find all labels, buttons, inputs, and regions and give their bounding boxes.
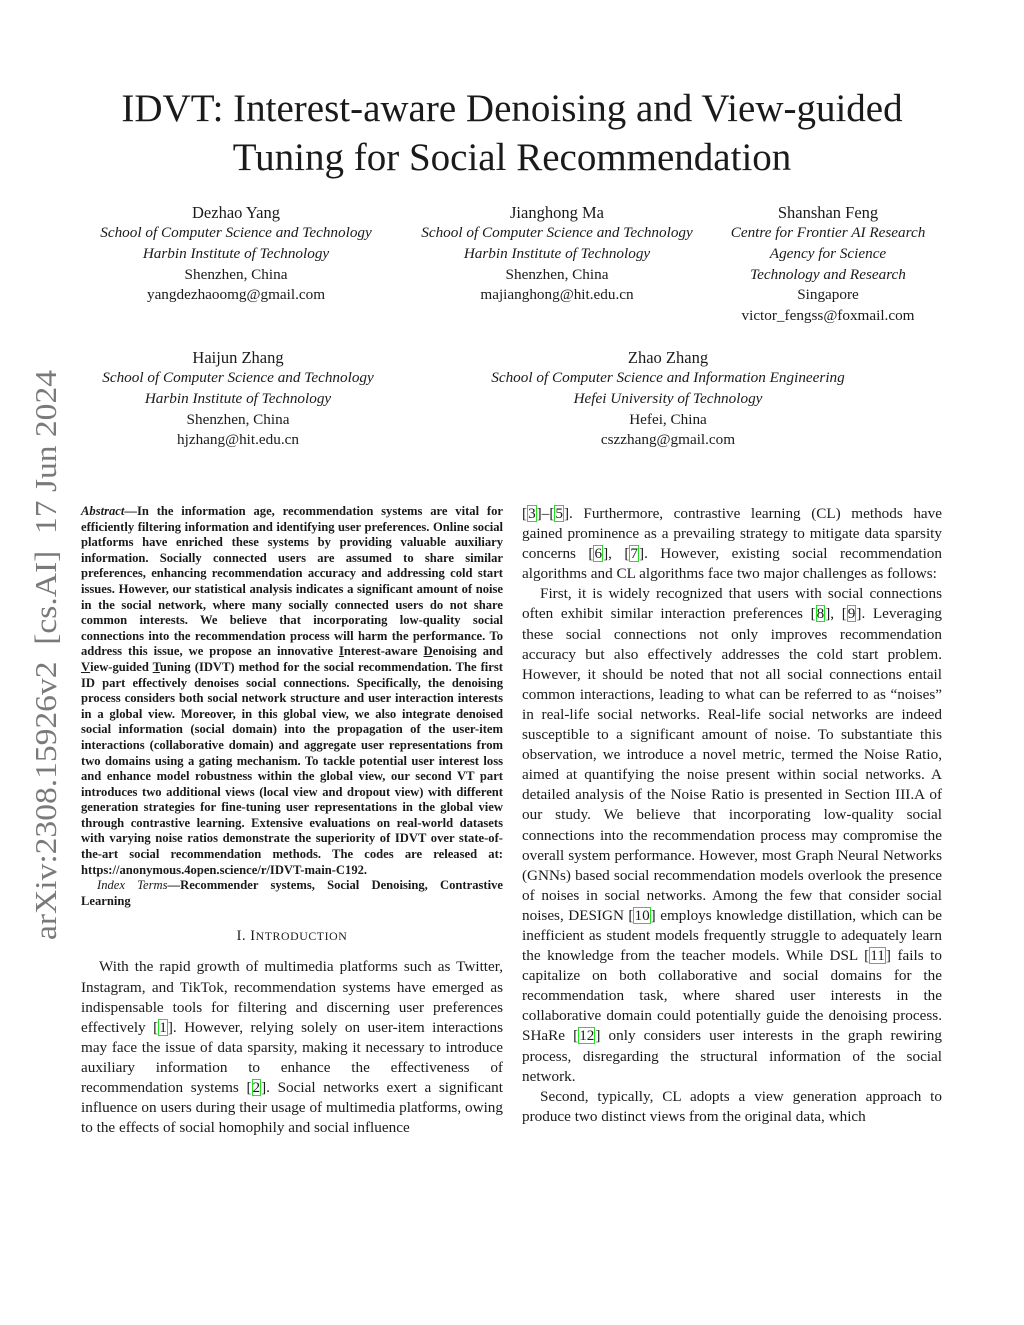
author-name: Shanshan Feng	[777, 203, 879, 222]
paragraph-text: With the rapid growth of multimedia platforms such as Twitter, Instagram, and TikTok, recommendation systems have emerged as indispensable tools for filtering and discerning user preferences effectively	[81, 958, 503, 1036]
paragraph-text: fails to capitalize on both collaborative and social domains for the recommendation task, where shared user interests in the collaborative domain could potentially guide the denoising process. SHaRe	[522, 947, 942, 1045]
author-email: majianghong@hit.edu.cn	[480, 286, 634, 304]
title-line-1: IDVT: Interest-aware Denoising and View-guided	[121, 87, 903, 130]
citation-link[interactable]: 1	[159, 1018, 167, 1036]
acronym-letter: I	[338, 644, 344, 659]
citation-link[interactable]: 2	[252, 1079, 261, 1096]
index-terms-dash: —	[167, 878, 181, 893]
author-institution: Hefei University of Technology	[573, 389, 763, 407]
paragraph-text: only considers user interests in the graph rewiring process, disregarding the structural information of the social network.	[522, 1027, 942, 1085]
author-affiliation: School of Computer Science and Technology	[100, 224, 372, 241]
author-location: Singapore	[797, 286, 859, 304]
author-institution-2: Technology and Research	[750, 265, 906, 283]
author-name: Haijun Zhang	[192, 348, 284, 367]
citation-separator: ,	[608, 545, 625, 563]
abstract-text-1: In the information age, recommendation systems are vital for efficiently filtering information and identifying user preferences. Online social platforms have enriched these systems by providing valuable auxiliary information. Socially connected users are assumed to share similar preferences, enhancing recommendation accuracy and addressing cold start issues. However, our statistical analysis indicates a significant amount of noise in the social network, where many socially connected users do not share common interests. We believe that incorporating low-quality social connections into the recommendation process will harm the performance. To address this issue, we propose an innovative	[81, 504, 503, 659]
acronym-letter: D	[423, 644, 433, 659]
paragraph-text: . Leveraging these social connections not only improves recommendation accuracy but also effectively addresses the cold start problem. However, it should be noted that not all social connections entail common interactions, leading to what can be referred to as “noises” in real-life social networks. Real-life social networks are indeed susceptible to a significant amount of noise. To substantiate this observation, we introduce a novel metric, termed the Noise Ratio, aimed at quantifying the noise present within social networks. A detailed analysis of the Noise Ratio is presented in Section III.A of our study. We believe that incorporating low-quality social connections into the recommendation process may compromise the overall system performance. However, most Graph Neural Networks (GNNs) based social recommendation models overlook the presence of noises in social networks. Among the few that consider social noises, DESIGN	[522, 605, 943, 924]
acronym-word: iew-guided	[90, 659, 153, 674]
section-heading	[81, 928, 503, 945]
citation-link[interactable]: 6	[594, 545, 603, 563]
abstract	[81, 504, 503, 878]
right-column	[522, 504, 942, 1127]
author-block	[458, 348, 878, 451]
acronym-letter: V	[81, 659, 91, 674]
author-email: hjzhang@hit.edu.cn	[177, 431, 299, 449]
citation-link[interactable]: 9	[847, 605, 856, 623]
author-block	[81, 348, 395, 451]
abstract-label: Abstract	[81, 504, 125, 518]
citation-link[interactable]: 8	[816, 605, 825, 623]
author-affiliation: Centre for Frontier AI Research	[730, 224, 926, 241]
citation-separator: ,	[830, 605, 842, 623]
author-name: Zhao Zhang	[627, 348, 709, 367]
citation-link[interactable]: 7	[630, 545, 639, 563]
citation-link[interactable]: 3	[528, 505, 536, 522]
author-name: Jianghong Ma	[510, 203, 604, 222]
author-institution: Harbin Institute of Technology	[144, 389, 332, 407]
author-location: Hefei, China	[629, 410, 707, 428]
acronym-word: uning	[159, 659, 191, 674]
arxiv-id-text: arXiv:2308.15926v2 [cs.AI] 17 Jun 2024	[28, 413, 63, 940]
citation-link[interactable]: 10	[634, 906, 650, 924]
intro-paragraph-3: Second, typically, CL adopts a view generation approach to produce two distinct views from the original data, which	[522, 1087, 942, 1125]
author-email: victor_fengss@foxmail.com	[741, 307, 915, 325]
author-email: yangdezhaoomg@gmail.com	[146, 286, 326, 304]
author-affiliation: School of Computer Science and Technology	[421, 224, 693, 241]
index-terms	[81, 878, 503, 909]
author-location: Shenzhen, China	[505, 265, 609, 283]
author-block	[81, 203, 391, 306]
author-block	[402, 203, 712, 306]
paragraph-text: . Social networks exert a significant influence on users during their usage of multimedia platforms, owing to the effects of social homophily and social influence	[81, 1079, 503, 1137]
author-block	[716, 203, 940, 327]
section-title-rest: NTRODUCTION	[255, 929, 348, 944]
author-name: Dezhao Yang	[192, 203, 280, 222]
index-terms-text: Recommender systems, Social Denoising, Contrastive Learning	[81, 878, 503, 908]
author-institution: Harbin Institute of Technology	[142, 244, 330, 262]
author-institution: Harbin Institute of Technology	[463, 244, 651, 262]
acronym-word: enoising and	[432, 644, 503, 659]
author-location: Shenzhen, China	[186, 410, 290, 428]
author-affiliation: School of Computer Science and Technology	[102, 369, 374, 386]
citation-range-dash: –	[541, 505, 550, 522]
citation-link[interactable]: 5	[555, 505, 563, 522]
author-email: cszzhang@gmail.com	[600, 431, 736, 449]
author-affiliation: School of Computer Science and Information Engineering	[491, 369, 845, 386]
paragraph-text: . However, existing social recommendation algorithms and CL algorithms face two major challenges as follows:	[522, 545, 942, 583]
citation-link[interactable]: 12	[579, 1027, 595, 1045]
title-line-2: Tuning for Social Recommendation	[232, 136, 792, 179]
abstract-text-2: (IDVT) method for the social recommendation. The first ID part effectively denoises social connections. Specifically, the denoising process considers both social network structure and user interaction interests in a global view. Moreover, in this global view, we also integrate denoised social information (social domain) into the propagation of the user-item interactions (collaborative domain) and aggregate user representations from two domains using a gating mechanism. To tackle potential user interest loss and enhance model robustness within the global view, our second VT part introduces two additional views (local view and dropout view) with different generation strategies for fine-tuning user representations in the global view through contrastive learning. Extensive evaluations on real-world datasets with varying noise ratios demonstrate the superiority of IDVT over state-of-the-art social recommendation methods. The codes are released at: https://anonymous.4open.science/r/IDVT-main-C192.	[81, 659, 503, 877]
paragraph-text: employs knowledge distillation, which can be inefficient as student models frequently struggle to adequately learn the knowledge from the teacher models. While DSL	[522, 906, 943, 965]
acronym-word: nterest-aware	[343, 644, 424, 659]
paragraph-text: . However, relying solely on user-item interactions may face the issue of data sparsity, making it necessary to introduce auxiliary information to enhance the effectiveness of recommendation systems	[81, 1018, 503, 1096]
intro-paragraph-2: First, it is widely recognized that users with social connections often exhibit similar interaction preferences [8], [9]. Leveraging these social connections not only improves recommendation accuracy but also effectively addresses the cold start problem. However, it should be noted that not all social connections entail common interactions, leading to what can be referred to as “noises” in real-life social networks. Real-life social networks are indeed susceptible to a significant amount of noise. To substantiate this observation, we introduce a novel metric, termed the Noise Ratio, aimed at quantifying the noise present within social networks. A detailed analysis of the Noise Ratio is presented in Section III.A of our study. We believe that incorporating low-quality social connections into the recommendation process may compromise the overall system performance. However, most Graph Neural Networks (GNNs) based social recommendation models overlook the presence of noises in social networks. Among the few that consider social noises, DESIGN [10] employs knowledge distillation, which can be inefficient as student models frequently struggle to adequately learn the knowledge from the teacher models. While DSL [11] fails to capitalize on both collaborative and social domains for the recommendation task, where shared user interests in the collaborative domain could potentially guide the denoising process. SHaRe [12] only considers user interests in the graph rewiring process, disregarding the structural information of the social network.	[522, 585, 943, 1085]
author-institution: Agency for Science	[769, 244, 887, 262]
paragraph-text: . Furthermore, contrastive learning (CL) methods have gained prominence as a prevailing strategy to mitigate data sparsity concerns	[522, 505, 942, 563]
intro-paragraph-1: With the rapid growth of multimedia platforms such as Twitter, Instagram, and TikTok, recommendation systems have emerged as indispensable tools for filtering and discerning user preferences effectively [1]. However, relying solely on user-item interactions may face the issue of data sparsity, making it necessary to introduce auxiliary information to enhance the effectiveness of recommendation systems [2]. Social networks exert a significant influence on users during their usage of multimedia platforms, owing to the effects of social homophily and social influence	[81, 958, 503, 1137]
arxiv-identifier	[22, 370, 64, 940]
paper-title	[0, 84, 1024, 182]
section-number: I.	[236, 928, 251, 945]
citation-link[interactable]: 11	[870, 947, 885, 965]
left-column	[81, 504, 503, 1138]
paragraph-text: First, it is widely recognized that users with social connections often exhibit similar interaction preferences	[522, 585, 942, 623]
index-terms-label: Index Terms	[97, 878, 168, 893]
acronym-letter: T	[152, 659, 160, 674]
author-location: Shenzhen, China	[184, 265, 288, 283]
section-initial: I	[250, 928, 256, 945]
intro-paragraph-1-continued: [3]–[5]. Furthermore, contrastive learning (CL) methods have gained prominence as a prevailing strategy to mitigate data sparsity concerns [6], [7]. However, existing social recommendation algorithms and CL algorithms face two major challenges as follows:	[522, 505, 942, 583]
abstract-dash: —	[124, 504, 137, 518]
